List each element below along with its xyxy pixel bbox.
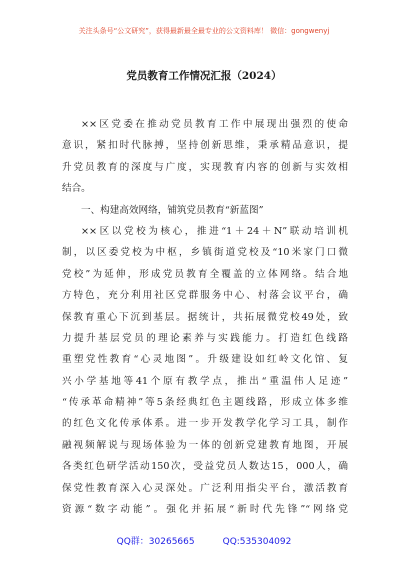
paragraph-line: “传承革命精神”等5条经典红色主题线路，形成立体多维 <box>62 397 348 409</box>
paragraph-line: 制，以区委党校为中枢，乡镇街道党校及“10米家门口微 <box>62 247 348 259</box>
paragraph-line: 兴小学基地等41个原有教学点，推出“重温伟人足迹” <box>62 375 348 387</box>
paragraph-line: 结合。 <box>62 183 91 195</box>
paragraph-line: 的红色文化传承体系。进一步开发教学化学习工具，制作 <box>62 418 348 430</box>
paragraph-line: ××区以党校为核心，推进“1＋24＋N”联动培训机 <box>81 225 348 237</box>
paragraph-line: 力提升基层党员的理论素养与实践能力。打造红色线路 <box>62 332 348 344</box>
paragraph-line: 党校”为延伸，形成党员教育全覆盖的立体网络。结合地 <box>62 268 348 280</box>
paragraph-line: 意识，紧扣时代脉搏，坚持创新思维，秉承精品意识，提 <box>62 140 348 152</box>
paragraph-line: 方特色，充分利用社区党群服务中心、村落会议平台，确 <box>62 290 348 302</box>
paragraph-line: 保教育重心下沉到基层。据统计，共拓展微党校49处，致 <box>62 311 348 323</box>
paragraph-line: 升党员教育的深度与广度，实现教育内容的创新与实效相 <box>62 161 348 173</box>
paragraph-line: 融视频解说与现场体验为一体的创新党建教育地图，开展 <box>62 439 348 451</box>
paragraph-line: ××区党委在推动党员教育工作中展现出强烈的使命 <box>81 119 348 130</box>
document-title: 党员教育工作情况汇报（2024） <box>126 70 282 82</box>
paragraph-line: 各类红色研学活动150次，受益党员人数达15，000人，确 <box>62 461 348 473</box>
section-heading: 一、构建高效网络，铺筑党员教育“新蓝图” <box>81 204 264 216</box>
paragraph-line: 保党性教育深入心灵深处。广泛利用指尖平台，激活教育 <box>62 482 348 494</box>
header-banner: 关注头条号“公文研究”，获得最新最全最专业的公文资料库！ 微信：gongwenyj <box>78 27 330 35</box>
qq-number: QQ:535304092 <box>222 537 292 547</box>
document-body <box>62 114 348 520</box>
footer-contact <box>0 536 408 548</box>
paragraph-line: 重塑党性教育“心灵地图”。升级建设如红岭文化馆、复 <box>62 354 348 366</box>
paragraph-line: 资源“数字动能”。强化并拓展“新时代先锋”“网络党 <box>62 504 348 516</box>
qq-group-number: QQ群：30265665 <box>116 537 195 547</box>
